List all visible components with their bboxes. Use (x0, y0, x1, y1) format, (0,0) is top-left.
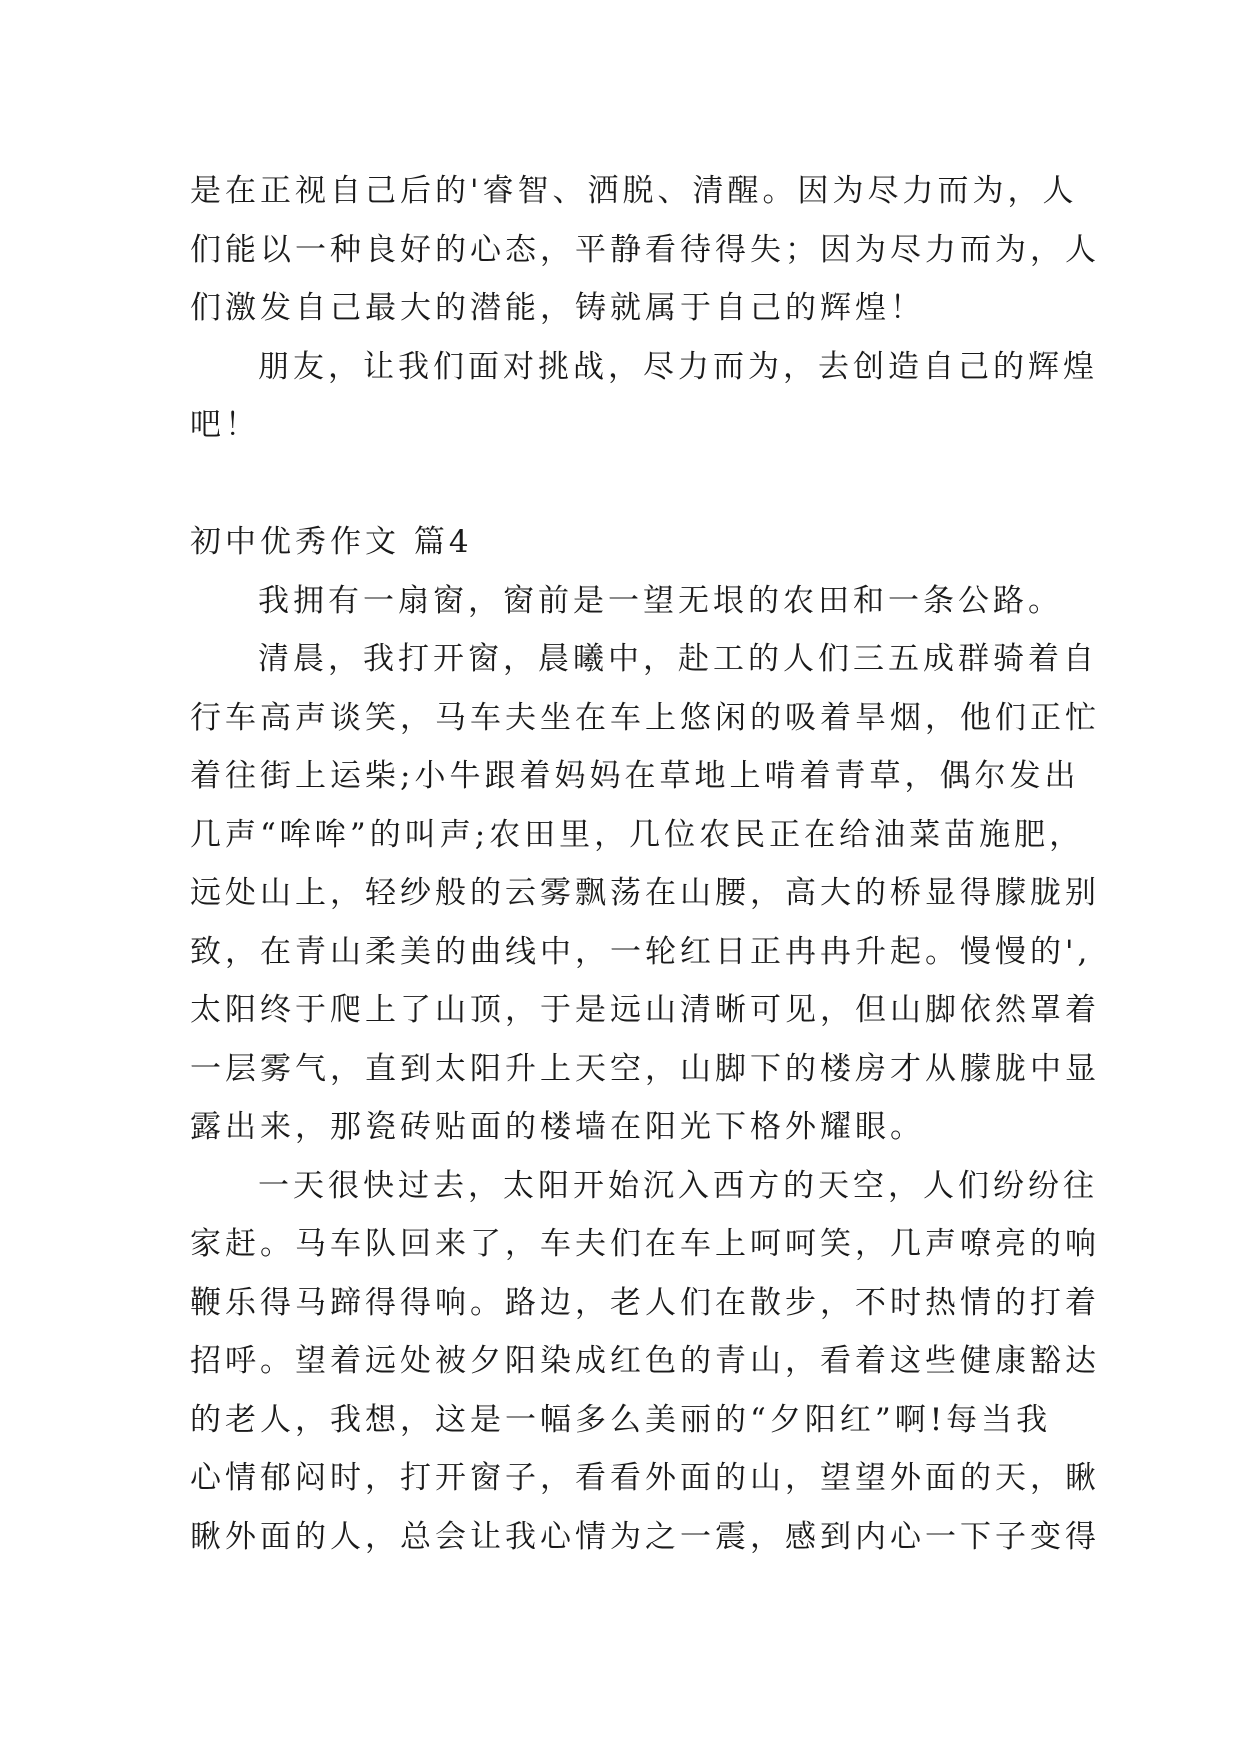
paragraph-closing (190, 338, 1098, 455)
text-line: 一天很快过去，太阳开始沉入西方的天空，人们纷纷往 (258, 1167, 1098, 1204)
paragraph-top (190, 162, 1100, 338)
text-line: 行车高声谈笑，马车夫坐在车上悠闲的吸着旱烟，他们正忙 (190, 699, 1100, 736)
text-line: 的老人，我想，这是一幅多么美丽的“夕阳红”啊!每当我 (190, 1401, 1052, 1438)
paragraph-3 (190, 1157, 1100, 1567)
text-line: 朋友，让我们面对挑战，尽力而为，去创造自己的辉煌 (258, 348, 1098, 385)
paragraph-1 (190, 572, 1063, 631)
text-line: 们能以一种良好的心态，平静看待得失；因为尽力而为，人 (190, 231, 1100, 268)
text-line: 瞅外面的人，总会让我心情为之一震，感到内心一下子变得 (190, 1518, 1100, 1555)
text-line: 清晨，我打开窗，晨曦中，赴工的人们三五成群骑着自 (258, 641, 1098, 677)
blank-line (190, 455, 1050, 514)
document-body (190, 162, 1100, 1566)
text-line: 露出来，那瓷砖贴面的楼墙在阳光下格外耀眼。 (190, 1109, 925, 1145)
text-line: 我拥有一扇窗，窗前是一望无垠的农田和一条公路。 (258, 582, 1063, 619)
text-line: 太阳终于爬上了山顶，于是远山清晰可见，但山脚依然罩着 (190, 992, 1100, 1028)
text-line: 招呼。望着远处被夕阳染成红色的青山，看着这些健康豁达 (190, 1343, 1100, 1379)
paragraph-2 (190, 630, 1100, 1157)
text-line: 吧！ (190, 407, 260, 443)
text-line: 鞭乐得马蹄得得响。路边，老人们在散步，不时热情的打着 (190, 1284, 1100, 1321)
text-line: 远处山上，轻纱般的云雾飘荡在山腰，高大的桥显得朦胧别 (190, 875, 1100, 911)
text-line: 着往街上运柴;小牛跟着妈妈在草地上啃着青草，偶尔发出 (190, 758, 1080, 794)
text-line: 们激发自己最大的潜能，铸就属于自己的辉煌！ (190, 290, 925, 326)
text-line: 家赶。马车队回来了，车夫们在车上呵呵笑，几声嘹亮的响 (190, 1226, 1100, 1262)
text-line: 一层雾气，直到太阳升上天空，山脚下的楼房才从朦胧中显 (190, 1050, 1100, 1087)
text-line: 几声“哞哞”的叫声;农田里，几位农民正在给油菜苗施肥， (190, 816, 1085, 853)
text-line: 致，在青山柔美的曲线中，一轮红日正冉冉升起。慢慢的', (190, 933, 1092, 970)
text-line: 心情郁闷时，打开窗子，看看外面的山，望望外面的天，瞅 (190, 1460, 1100, 1496)
section-title: 初中优秀作文 篇4 (190, 524, 473, 560)
text-line: 是在正视自己后的'睿智、洒脱、清醒。因为尽力而为，人 (190, 173, 1078, 209)
